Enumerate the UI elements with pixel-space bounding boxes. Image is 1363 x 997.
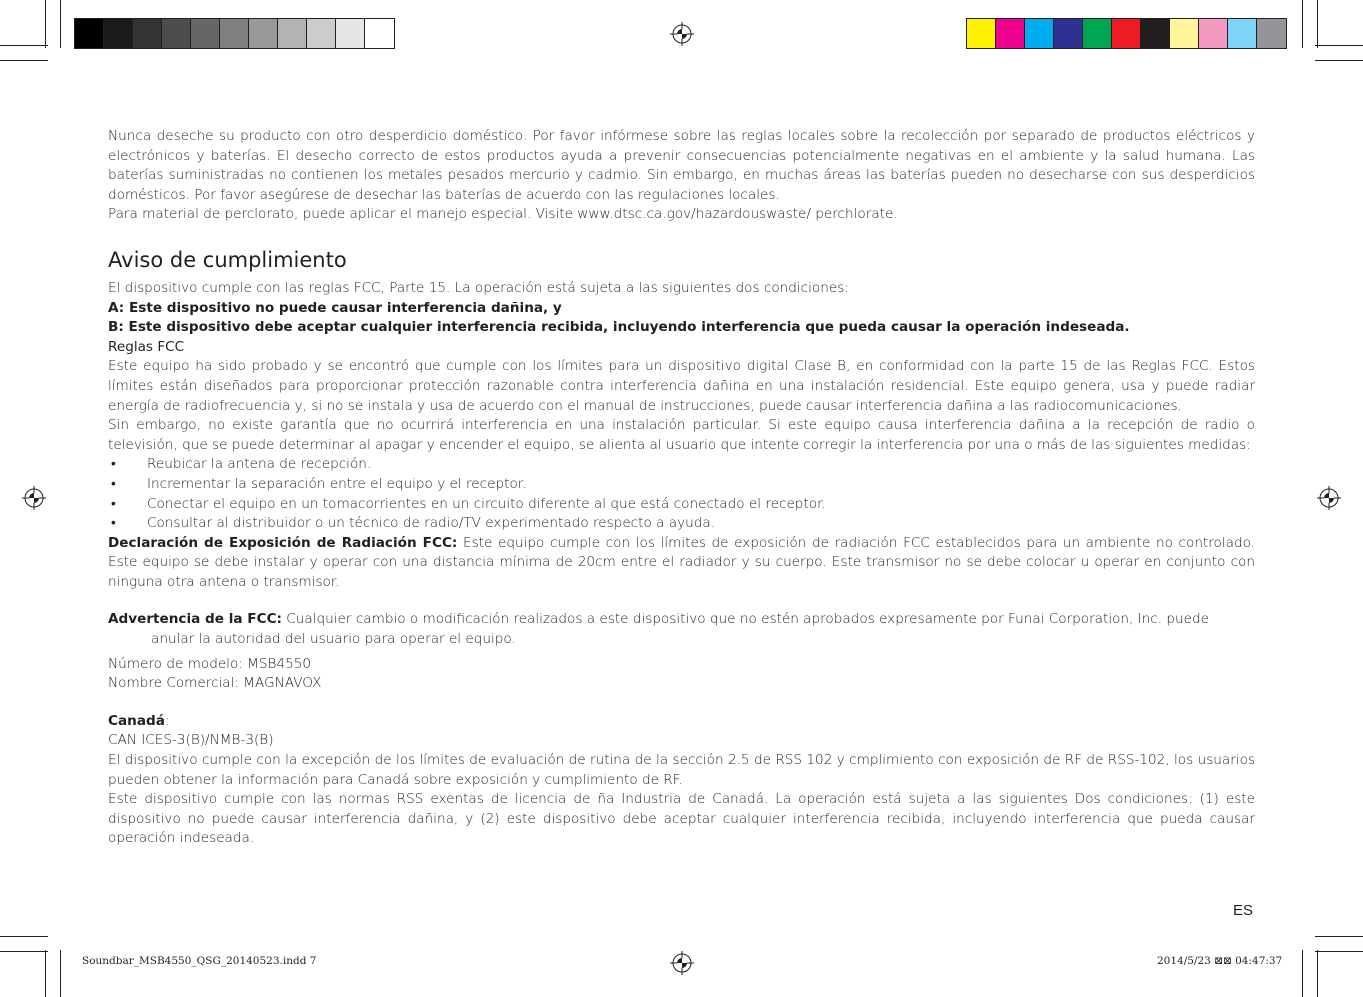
crop-mark: [1317, 0, 1318, 48]
condition-b: B: Este dispositivo debe aceptar cualquier interferencia recibida, incluyendo interferencia que pueda causar la operación indeseada.: [108, 319, 1130, 336]
list-item: [108, 495, 1255, 515]
registration-mark-icon: [670, 22, 694, 46]
canada-code: CAN ICES-3(B)/NMB-3(B): [108, 732, 274, 749]
intro-paragraph: Nunca deseche su producto con otro desperdicio doméstico. Por favor infórmese sobre las reglas locales sobre la recolección por separado de productos eléctricos y electrónicos y baterías. El desecho correcto de estos productos ayuda a prevenir consecuencias potencialmente negativas en el ambiente y la salud humana. Las baterías suministradas no contienen los metales pesados mercurio y cadmio. Sin embargo, en muchas áreas las baterías pueden no desecharse con sus desperdicios domésticos. Por favor asegúrese de desechar las baterías de acuerdo con las regulaciones locales.: [108, 128, 1255, 203]
color-swatch: [278, 19, 307, 48]
color-swatch: [1141, 19, 1170, 48]
color-swatch: [1170, 19, 1199, 48]
color-swatch: [220, 19, 249, 48]
bullet-text: Consultar al distribuidor o un técnico de radio/TV experimentado respecto a ayuda.: [147, 515, 716, 532]
crop-mark: [1315, 60, 1363, 61]
list-item: [108, 475, 1255, 495]
warning-text: Cualquier cambio o modificación realizados a este dispositivo que no estén aprobados expresamente por Funai Corporation, Inc. puede: [281, 611, 1210, 628]
color-swatch: [75, 19, 104, 48]
compliance-line: El dispositivo cumple con las reglas FCC, Parte 15. La operación está sujeta a las siguientes dos condiciones:: [108, 279, 849, 296]
fcc-paragraph-1: Este equipo ha sido probado y se encontró que cumple con los límites para un dispositivo digital Clase B, en conformidad con la parte 15 de las Reglas FCC. Estos límites están diseñados para proporcionar protección razonable contra interferencia dañina en una instalación residencial. Este equipo genera, usa y puede radiar energía de radiofrecuencia y, si no se instala y usa de acuerdo con el manual de instrucciones, puede causar interferencia dañina a las radiocomunicaciones.: [108, 358, 1255, 414]
color-swatch: [1112, 19, 1141, 48]
crop-mark: [0, 951, 48, 952]
file-slug: Soundbar_MSB4550_QSG_20140523.indd 7: [82, 955, 317, 967]
color-swatch: [1228, 19, 1257, 48]
crop-mark: [60, 0, 61, 48]
canada-label: Canadá: [108, 712, 165, 729]
color-swatch: [996, 19, 1025, 48]
color-swatch: [1054, 19, 1083, 48]
condition-a: A: Este dispositivo no puede causar interferencia dañina, y: [108, 299, 562, 316]
color-swatch: [336, 19, 365, 48]
bullet-icon: •: [111, 456, 116, 473]
color-swatch: [191, 19, 220, 48]
bullet-text: Conectar el equipo en un tomacorrientes en un circuito diferente al que está conectado el receptor.: [147, 495, 826, 512]
canada-title: [108, 712, 1255, 732]
crop-mark: [1302, 0, 1303, 48]
fcc-paragraph-2: Sin embargo, no existe garantía que no ocurrirá interferencia en una instalación particular. Si este equipo causa interferencia dañina a la recepción de radio o televisión, que se puede determinar al apagar y encender el equipo, se alienta al usuario que intente corregir la interferencia por una o más de las siguientes medidas:: [108, 417, 1255, 453]
bullet-icon: •: [111, 475, 116, 492]
bullet-text: Reubicar la antena de recepción.: [147, 456, 372, 473]
perchlorate-note: Para material de perclorato, puede aplicar el manejo especial. Visite www.dtsc.ca.gov/hazardouswaste/ perchlorate.: [108, 206, 898, 223]
crop-mark: [1315, 936, 1363, 937]
crop-mark: [1315, 45, 1363, 46]
registration-mark-icon: [1317, 486, 1341, 510]
document-body: [108, 127, 1255, 849]
exposure-label: Declaración de Exposición de Radiación FCC:: [108, 534, 458, 551]
color-swatch: [1199, 19, 1228, 48]
canada-paragraph-2: Este dispositivo cumple con las normas RSS exentas de licencia de ña Industria de Canadá. La operación está sujeta a las siguientes Dos condiciones: (1) este dispositivo no puede causar interferencia dañina, y (2) este dispositivo debe aceptar cualquier interferencia recibida, incluyendo interferencia que pueda causar operación indeseada.: [108, 791, 1255, 847]
color-swatch: [967, 19, 996, 48]
crop-mark: [45, 0, 46, 48]
bullet-icon: •: [111, 515, 116, 532]
crop-mark: [60, 950, 61, 997]
color-swatch: [249, 19, 278, 48]
canada-colon: :: [164, 712, 170, 729]
list-item: [108, 455, 1255, 475]
model-number: Número de modelo: MSB4550: [108, 655, 312, 672]
registration-mark-icon: [22, 486, 46, 510]
color-swatch: [365, 19, 394, 48]
gray-ramp-bar: [74, 18, 395, 49]
canada-paragraph-1: El dispositivo cumple con la excepción de los límites de evaluación de rutina de la sección 2.5 de RSS 102 y cmplimiento con exposición de RF de RSS-102, los usuarios pueden obtener la información para Canadá sobre exposición y cumplimiento de RF.: [108, 752, 1255, 788]
fcc-warning: [108, 610, 1255, 630]
color-swatch: [133, 19, 162, 48]
fcc-warning-continued: anular la autoridad del usuario para operar el equipo.: [151, 631, 516, 648]
exposure-statement: [108, 534, 1255, 593]
print-timestamp: 2014/5/23 ⊠⊠ 04:47:37: [1157, 955, 1283, 967]
crop-mark: [1302, 950, 1303, 997]
section-heading: Aviso de cumplimiento: [108, 247, 347, 272]
bullet-text: Incrementar la separación entre el equipo y el receptor.: [147, 475, 527, 492]
color-calibration-bar: [966, 18, 1287, 49]
color-swatch: [162, 19, 191, 48]
language-tag: ES: [1232, 902, 1253, 919]
crop-mark: [0, 936, 48, 937]
color-swatch: [307, 19, 336, 48]
trade-name: Nombre Comercial: MAGNAVOX: [108, 675, 322, 692]
exposure-text: Este equipo cumple con los límites de exposición de radiación FCC establecidos para un ambiente no controlado. Este equipo se debe instalar y operar con una distancia mínima de 20cm entre el radiador y su cuerpo. Este transmisor no se debe colocar u operar en conjunto con ninguna otra antena o transmisor.: [108, 534, 1255, 590]
fcc-rules-title: Reglas FCC: [108, 338, 185, 355]
crop-mark: [0, 60, 48, 61]
registration-mark-icon: [670, 951, 694, 975]
crop-mark: [0, 45, 48, 46]
crop-mark: [1315, 951, 1363, 952]
color-swatch: [1025, 19, 1054, 48]
bullet-icon: •: [111, 495, 116, 512]
list-item: [108, 514, 1255, 534]
color-swatch: [1257, 19, 1286, 48]
color-swatch: [1083, 19, 1112, 48]
crop-mark: [45, 950, 46, 997]
color-swatch: [104, 19, 133, 48]
warning-label: Advertencia de la FCC:: [108, 611, 282, 628]
crop-mark: [1317, 950, 1318, 997]
